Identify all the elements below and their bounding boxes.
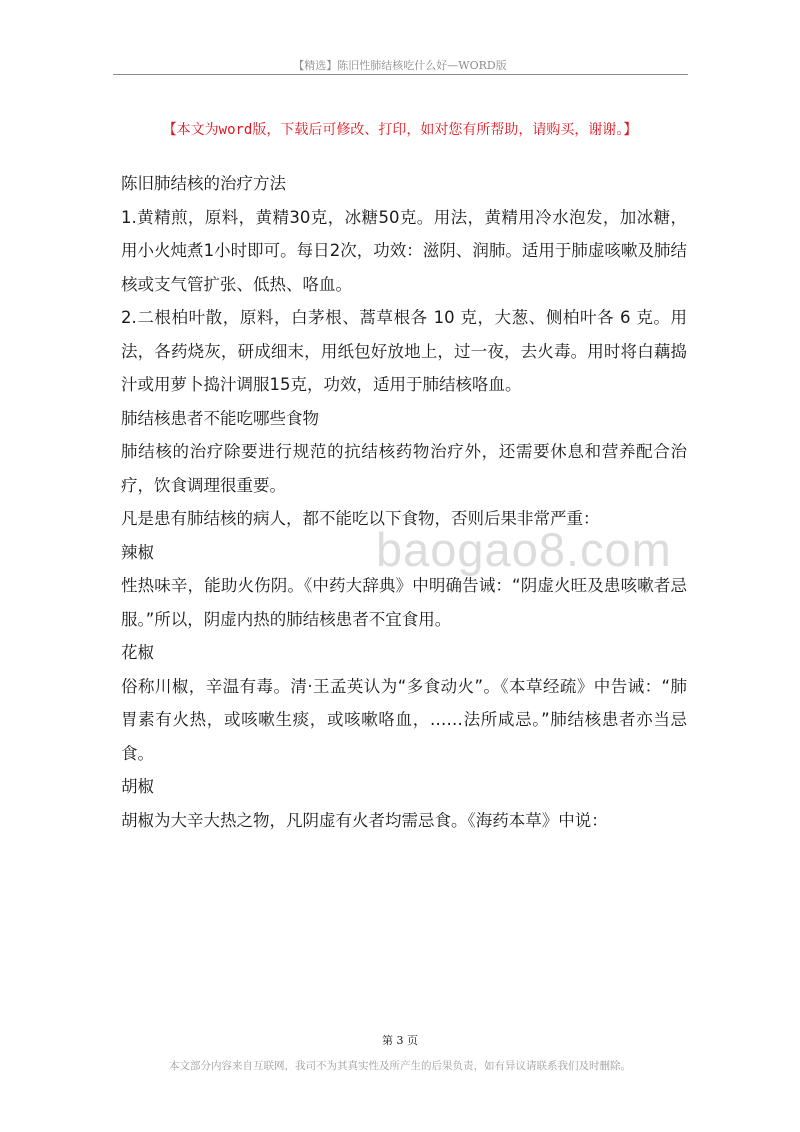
- subheading-black-pepper: 胡椒: [121, 777, 154, 796]
- paragraph-black-pepper: 胡椒为大辛大热之物，凡阴虚有火者均需忌食。《海药本草》中说：: [121, 810, 608, 830]
- page-header-title: 【精选】陈旧性肺结核吃什么好—WORD版: [293, 59, 507, 72]
- subheading-chili: 辣椒: [121, 542, 154, 562]
- document-body: [121, 167, 687, 837]
- paragraph-avoid-foods: 凡是患有肺结核的病人，都不能吃以下食物，否则后果非常严重：: [121, 509, 600, 528]
- paragraph-sichuan-pepper: 俗称川椒，辛温有毒。清·王孟英认为“多食动火”。《本草经疏》中告诫：“肺胃素有火热，或咳嗽生痰，或咳嗽咯血，……法所咸忌。”肺结核患者亦当忌食。: [121, 676, 687, 763]
- footer-disclaimer: 本文部分内容来自互联网，我司不为其真实性及所产生的后果负责，如有异议请联系我们及时删除。: [169, 1060, 631, 1072]
- page-number: 第 3 页: [382, 1034, 418, 1047]
- subheading-sichuan-pepper: 花椒: [121, 643, 154, 662]
- paragraph-chili: 性热味辛，能助火伤阴。《中药大辞典》中明确告诫：“阴虚火旺及患咳嗽者忌服。”所以，阴虚内热的肺结核患者不宜食用。: [121, 576, 687, 629]
- paragraph-huangjing-recipe: 1.黄精煎，原料，黄精30克，冰糖50克。用法，黄精用冷水泡发，加冰糖，用小火炖煮1小时即可。每日2次，功效：滋阴、润肺。适用于肺虚咳嗽及肺结核或支气管扩张、低热、咯血。: [121, 207, 687, 294]
- section-heading-treatment: 陈旧肺结核的治疗方法: [121, 174, 286, 193]
- site-watermark: baogao8.com: [376, 523, 672, 576]
- paragraph-ergen-recipe: 2.二根柏叶散，原料，白茅根、蒿草根各 10 克，大葱、侧柏叶各 6 克。用法，各药烧灰，研成细末，用纸包好放地上，过一夜，去火毒。用时将白藕捣汁或用萝卜捣汁调服15克，功效，适用于肺结核咯血。: [121, 308, 687, 394]
- header-divider: [113, 74, 688, 75]
- word-version-notice: 【本文为word版，下载后可修改、打印，如对您有所帮助，请购买，谢谢。】: [162, 122, 638, 138]
- section-heading-foods: 肺结核患者不能吃哪些食物: [121, 408, 319, 428]
- paragraph-diet-intro: 肺结核的治疗除要进行规范的抗结核药物治疗外，还需要休息和营养配合治疗，饮食调理很重要。: [121, 442, 687, 495]
